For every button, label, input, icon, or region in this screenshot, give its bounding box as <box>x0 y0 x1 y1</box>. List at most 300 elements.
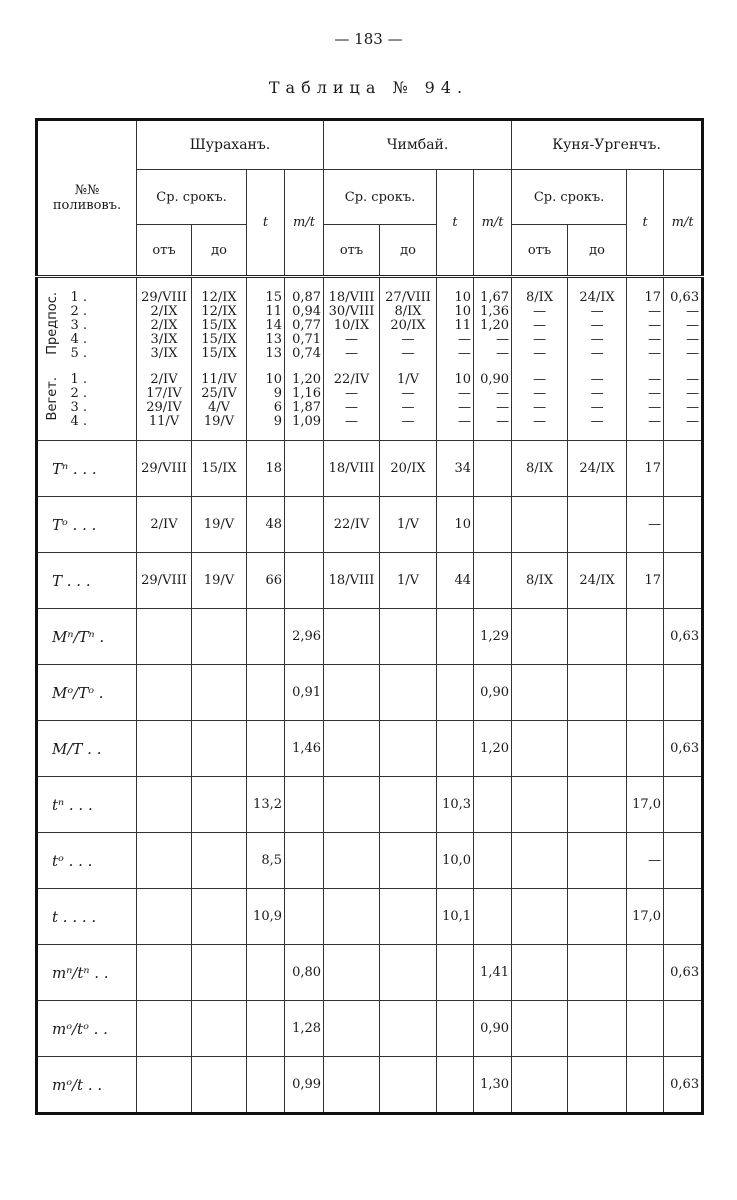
table-cell <box>512 889 568 945</box>
spacer-cell <box>137 428 192 441</box>
table-cell <box>137 665 192 721</box>
summary-label: M/T . . <box>37 721 137 777</box>
table-cell: 17,0 <box>627 889 664 945</box>
t-header: t <box>247 170 285 277</box>
spacer-cell <box>512 277 568 291</box>
table-cell: 17 <box>627 553 664 609</box>
table-cell <box>380 945 437 1001</box>
table-cell: 1/V <box>380 497 437 553</box>
table-cell: — <box>474 400 512 414</box>
table-cell: — <box>380 414 437 428</box>
irrigation-number: 3 . <box>67 318 137 332</box>
table-cell <box>380 889 437 945</box>
summary-row <box>37 553 703 609</box>
summary-row <box>37 1001 703 1057</box>
table-cell: — <box>627 386 664 400</box>
table-cell: — <box>437 400 474 414</box>
page-number: — 183 — <box>334 30 403 48</box>
table-cell: — <box>568 304 627 318</box>
table-cell: — <box>512 386 568 400</box>
irrigation-row <box>37 400 703 414</box>
table-cell: 24/IX <box>568 553 627 609</box>
table-cell: 3/IX <box>137 346 192 360</box>
table-cell: — <box>664 386 703 400</box>
table-cell <box>437 1001 474 1057</box>
spacer-cell <box>247 360 285 372</box>
table-cell: 0,63 <box>664 1057 703 1114</box>
table-cell: 0,90 <box>474 665 512 721</box>
irrigation-number: 1 . <box>67 290 137 304</box>
table-cell: 10/IX <box>324 318 380 332</box>
table-cell <box>664 497 703 553</box>
table-cell: 34 <box>437 441 474 497</box>
spacer-row <box>37 277 703 291</box>
group-label-cell <box>37 372 67 428</box>
table-cell <box>137 1057 192 1114</box>
table-cell: — <box>437 346 474 360</box>
table-cell: 10 <box>247 372 285 386</box>
spacer-cell <box>137 277 192 291</box>
spacer-cell <box>37 277 137 291</box>
table-cell: 1,87 <box>285 400 324 414</box>
table-cell: 8/IX <box>380 304 437 318</box>
table-cell <box>627 1001 664 1057</box>
table-cell: — <box>664 318 703 332</box>
table-cell: — <box>568 400 627 414</box>
spacer-cell <box>664 428 703 441</box>
table-cell: 18 <box>247 441 285 497</box>
table-cell: 17,0 <box>627 777 664 833</box>
table-cell: 1,20 <box>285 372 324 386</box>
summary-row <box>37 721 703 777</box>
table-cell: — <box>437 332 474 346</box>
summary-row <box>37 441 703 497</box>
table-cell <box>324 889 380 945</box>
table-cell: 29/VIII <box>137 290 192 304</box>
table-cell: 17 <box>627 290 664 304</box>
table-cell: 1,36 <box>474 304 512 318</box>
table-cell: — <box>568 332 627 346</box>
table-cell <box>324 721 380 777</box>
table-cell <box>474 553 512 609</box>
table-cell: 18/VIII <box>324 290 380 304</box>
table-cell <box>247 1057 285 1114</box>
table-cell: 8/IX <box>512 290 568 304</box>
table-cell <box>664 553 703 609</box>
table-cell <box>512 777 568 833</box>
table-cell <box>627 721 664 777</box>
table-cell <box>247 1001 285 1057</box>
table-cell: — <box>512 304 568 318</box>
table-cell <box>192 777 247 833</box>
summary-label: Mᵒ/Tᵒ . <box>37 665 137 721</box>
table-cell: 20/IX <box>380 441 437 497</box>
irrigation-number: 2 . <box>67 386 137 400</box>
spacer-cell <box>568 360 627 372</box>
table-cell <box>512 833 568 889</box>
irrigation-row <box>37 346 703 360</box>
table-cell: 15/IX <box>192 318 247 332</box>
table-cell: 15 <box>247 290 285 304</box>
table-cell: 2/IV <box>137 372 192 386</box>
table-cell: 2/IV <box>137 497 192 553</box>
table-cell: 11/IV <box>192 372 247 386</box>
spacer-cell <box>37 360 137 372</box>
spacer-cell <box>627 277 664 291</box>
table-cell: 10 <box>437 290 474 304</box>
table-cell: — <box>324 346 380 360</box>
table-cell: 2/IX <box>137 304 192 318</box>
table-cell: 12/IX <box>192 304 247 318</box>
table-cell: 30/VIII <box>324 304 380 318</box>
table-cell <box>437 721 474 777</box>
table-cell: 1,20 <box>474 318 512 332</box>
table-cell: 4/V <box>192 400 247 414</box>
spacer-cell <box>664 277 703 291</box>
table-cell: — <box>568 346 627 360</box>
spacer-cell <box>137 360 192 372</box>
table-cell: 1,46 <box>285 721 324 777</box>
table-cell <box>380 721 437 777</box>
spacer-cell <box>512 360 568 372</box>
summary-row <box>37 777 703 833</box>
table-cell: 19/V <box>192 497 247 553</box>
summary-label: Mⁿ/Tⁿ . <box>37 609 137 665</box>
irrigation-row <box>37 290 703 304</box>
table-cell: 0,94 <box>285 304 324 318</box>
table-cell: 10,0 <box>437 833 474 889</box>
to-header: до <box>192 225 247 277</box>
spacer-cell <box>247 428 285 441</box>
table-cell <box>568 1001 627 1057</box>
table-cell: 9 <box>247 414 285 428</box>
table-cell: — <box>664 400 703 414</box>
table-cell <box>247 721 285 777</box>
table-cell: 1,30 <box>474 1057 512 1114</box>
table-cell <box>192 889 247 945</box>
spacer-cell <box>380 428 437 441</box>
table-cell: — <box>627 372 664 386</box>
group-label: Вегет. <box>44 376 60 421</box>
table-cell: 8/IX <box>512 441 568 497</box>
summary-label: tᵒ . . . <box>37 833 137 889</box>
table-cell <box>568 721 627 777</box>
table-cell: — <box>568 386 627 400</box>
table-cell: — <box>627 332 664 346</box>
group-label: Предпос. <box>44 292 60 355</box>
table-cell: — <box>568 318 627 332</box>
spacer-cell <box>37 428 137 441</box>
irrigation-number: 2 . <box>67 304 137 318</box>
summary-label: tⁿ . . . <box>37 777 137 833</box>
table-cell: 9 <box>247 386 285 400</box>
table-cell: 1,29 <box>474 609 512 665</box>
summary-row <box>37 609 703 665</box>
table-cell: 0,99 <box>285 1057 324 1114</box>
period-header: Ср. срокъ. <box>137 170 247 225</box>
table-cell <box>437 665 474 721</box>
table-cell: — <box>512 372 568 386</box>
table-cell: 66 <box>247 553 285 609</box>
table-cell <box>474 889 512 945</box>
period-header: Ср. срокъ. <box>512 170 627 225</box>
table-cell: 6 <box>247 400 285 414</box>
table-cell <box>324 1001 380 1057</box>
irrigation-table <box>35 118 704 1115</box>
table-cell <box>324 609 380 665</box>
table-cell: — <box>512 318 568 332</box>
table-cell <box>137 1001 192 1057</box>
table-cell: — <box>627 346 664 360</box>
table-cell: — <box>627 318 664 332</box>
table-cell <box>192 1057 247 1114</box>
table-cell: 3/IX <box>137 332 192 346</box>
table-cell: — <box>627 497 664 553</box>
from-header: отъ <box>324 225 380 277</box>
table-cell: — <box>512 414 568 428</box>
table-cell: 11 <box>247 304 285 318</box>
table-cell <box>247 665 285 721</box>
table-cell: 0,63 <box>664 609 703 665</box>
table-cell: — <box>324 332 380 346</box>
spacer-cell <box>285 277 324 291</box>
spacer-cell <box>474 360 512 372</box>
table-cell: — <box>664 332 703 346</box>
table-cell: 10 <box>437 304 474 318</box>
spacer-cell <box>380 360 437 372</box>
table-cell: 29/IV <box>137 400 192 414</box>
table-cell: 8/IX <box>512 553 568 609</box>
table-cell: 18/VIII <box>324 553 380 609</box>
table-cell: — <box>664 304 703 318</box>
table-cell: 15/IX <box>192 346 247 360</box>
table-cell: — <box>380 332 437 346</box>
spacer-row <box>37 428 703 441</box>
table-cell: 19/V <box>192 414 247 428</box>
table-cell <box>664 441 703 497</box>
table-cell <box>380 833 437 889</box>
spacer-cell <box>285 360 324 372</box>
table-cell: 44 <box>437 553 474 609</box>
group-label-cell <box>37 290 67 360</box>
table-cell <box>324 945 380 1001</box>
table-cell <box>627 665 664 721</box>
location-header: Куня-Ургенчъ. <box>512 120 703 170</box>
table-cell: 15/IX <box>192 332 247 346</box>
t-header: t <box>437 170 474 277</box>
table-cell <box>568 945 627 1001</box>
table-cell: 29/VIII <box>137 441 192 497</box>
table-cell <box>568 609 627 665</box>
spacer-cell <box>324 277 380 291</box>
table-cell <box>192 609 247 665</box>
table-cell: 13,2 <box>247 777 285 833</box>
table-cell: — <box>664 372 703 386</box>
table-cell: 18/VIII <box>324 441 380 497</box>
spacer-cell <box>285 428 324 441</box>
table-cell: — <box>627 414 664 428</box>
table-cell: 8,5 <box>247 833 285 889</box>
table-cell: 10,1 <box>437 889 474 945</box>
spacer-cell <box>247 277 285 291</box>
table-cell: — <box>568 372 627 386</box>
table-cell: 0,63 <box>664 721 703 777</box>
table-cell <box>324 665 380 721</box>
table-cell: 2/IX <box>137 318 192 332</box>
table-cell <box>380 1057 437 1114</box>
irrigation-row <box>37 332 703 346</box>
table-cell: 20/IX <box>380 318 437 332</box>
table-cell: — <box>474 414 512 428</box>
summary-label: Tⁿ . . . <box>37 441 137 497</box>
summary-label: mᵒ/t . . <box>37 1057 137 1114</box>
spacer-row <box>37 360 703 372</box>
table-cell <box>137 777 192 833</box>
table-cell <box>512 1057 568 1114</box>
summary-row <box>37 945 703 1001</box>
table-cell: 11 <box>437 318 474 332</box>
table-cell: — <box>512 400 568 414</box>
table-cell <box>512 609 568 665</box>
spacer-cell <box>192 277 247 291</box>
table-cell <box>380 1001 437 1057</box>
table-cell: 1,16 <box>285 386 324 400</box>
table-cell <box>324 833 380 889</box>
table-cell <box>285 553 324 609</box>
table-cell <box>512 497 568 553</box>
table-cell <box>192 833 247 889</box>
table-cell <box>192 945 247 1001</box>
table-cell: 13 <box>247 346 285 360</box>
table-cell: 0,77 <box>285 318 324 332</box>
table-cell: 0,74 <box>285 346 324 360</box>
table-cell <box>664 833 703 889</box>
table-cell <box>380 665 437 721</box>
irrigation-number: 4 . <box>67 332 137 346</box>
spacer-cell <box>664 360 703 372</box>
table-cell: 1,67 <box>474 290 512 304</box>
table-cell <box>568 777 627 833</box>
table-cell: 0,91 <box>285 665 324 721</box>
table-cell: — <box>324 400 380 414</box>
table-cell <box>285 497 324 553</box>
table-cell: — <box>474 346 512 360</box>
table-cell <box>474 833 512 889</box>
table-cell: 1/V <box>380 372 437 386</box>
table-cell <box>247 945 285 1001</box>
location-header: Шураханъ. <box>137 120 324 170</box>
summary-label: mᵒ/tᵒ . . <box>37 1001 137 1057</box>
table-cell <box>437 1057 474 1114</box>
table-cell <box>474 441 512 497</box>
table-cell: 24/IX <box>568 290 627 304</box>
table-cell: 24/IX <box>568 441 627 497</box>
summary-row <box>37 889 703 945</box>
mt-header: m/t <box>664 170 703 277</box>
from-header: отъ <box>137 225 192 277</box>
irrigation-row <box>37 372 703 386</box>
table-cell: — <box>437 386 474 400</box>
table-cell: — <box>512 332 568 346</box>
table-cell: — <box>474 332 512 346</box>
table-cell: — <box>380 346 437 360</box>
table-cell: — <box>437 414 474 428</box>
table-cell: 0,90 <box>474 372 512 386</box>
summary-label: mⁿ/tⁿ . . <box>37 945 137 1001</box>
table-cell: — <box>627 400 664 414</box>
irrigation-row <box>37 414 703 428</box>
table-cell <box>568 1057 627 1114</box>
spacer-cell <box>568 277 627 291</box>
table-cell <box>512 945 568 1001</box>
table-cell: 0,63 <box>664 290 703 304</box>
spacer-cell <box>627 360 664 372</box>
table-cell <box>380 777 437 833</box>
table-cell: 0,71 <box>285 332 324 346</box>
from-header: отъ <box>512 225 568 277</box>
table-cell: 0,80 <box>285 945 324 1001</box>
summary-row <box>37 1057 703 1114</box>
table-cell <box>568 665 627 721</box>
table-cell <box>437 609 474 665</box>
table-cell: 25/IV <box>192 386 247 400</box>
table-cell <box>627 945 664 1001</box>
table-cell: — <box>380 400 437 414</box>
summary-row <box>37 665 703 721</box>
table-cell <box>137 945 192 1001</box>
irrigation-number: 3 . <box>67 400 137 414</box>
table-cell: 0,87 <box>285 290 324 304</box>
table-title: Таблица № 94. <box>268 78 469 97</box>
table-cell <box>137 833 192 889</box>
table-cell <box>568 889 627 945</box>
period-header: Ср. срокъ. <box>324 170 437 225</box>
irrigation-row <box>37 304 703 318</box>
table-cell: 12/IX <box>192 290 247 304</box>
table-cell <box>285 441 324 497</box>
table-cell <box>285 833 324 889</box>
spacer-cell <box>627 428 664 441</box>
table-cell <box>247 609 285 665</box>
table-cell: 10 <box>437 372 474 386</box>
summary-row <box>37 497 703 553</box>
t-header: t <box>627 170 664 277</box>
spacer-cell <box>192 360 247 372</box>
spacer-cell <box>437 360 474 372</box>
table-cell: — <box>627 304 664 318</box>
summary-label: t . . . . <box>37 889 137 945</box>
table-cell: — <box>627 833 664 889</box>
to-header: до <box>380 225 437 277</box>
table-cell: 1,41 <box>474 945 512 1001</box>
table-cell: 17 <box>627 441 664 497</box>
table-cell <box>324 1057 380 1114</box>
table-cell <box>568 497 627 553</box>
summary-label: T . . . <box>37 553 137 609</box>
table-cell <box>664 889 703 945</box>
to-header: до <box>568 225 627 277</box>
spacer-cell <box>568 428 627 441</box>
table-cell: 22/IV <box>324 372 380 386</box>
irrigation-row <box>37 318 703 332</box>
table-cell <box>512 721 568 777</box>
table-cell: 19/V <box>192 553 247 609</box>
spacer-cell <box>324 360 380 372</box>
table-cell: — <box>568 414 627 428</box>
table-cell: — <box>324 386 380 400</box>
table-cell <box>324 777 380 833</box>
table-cell <box>192 665 247 721</box>
